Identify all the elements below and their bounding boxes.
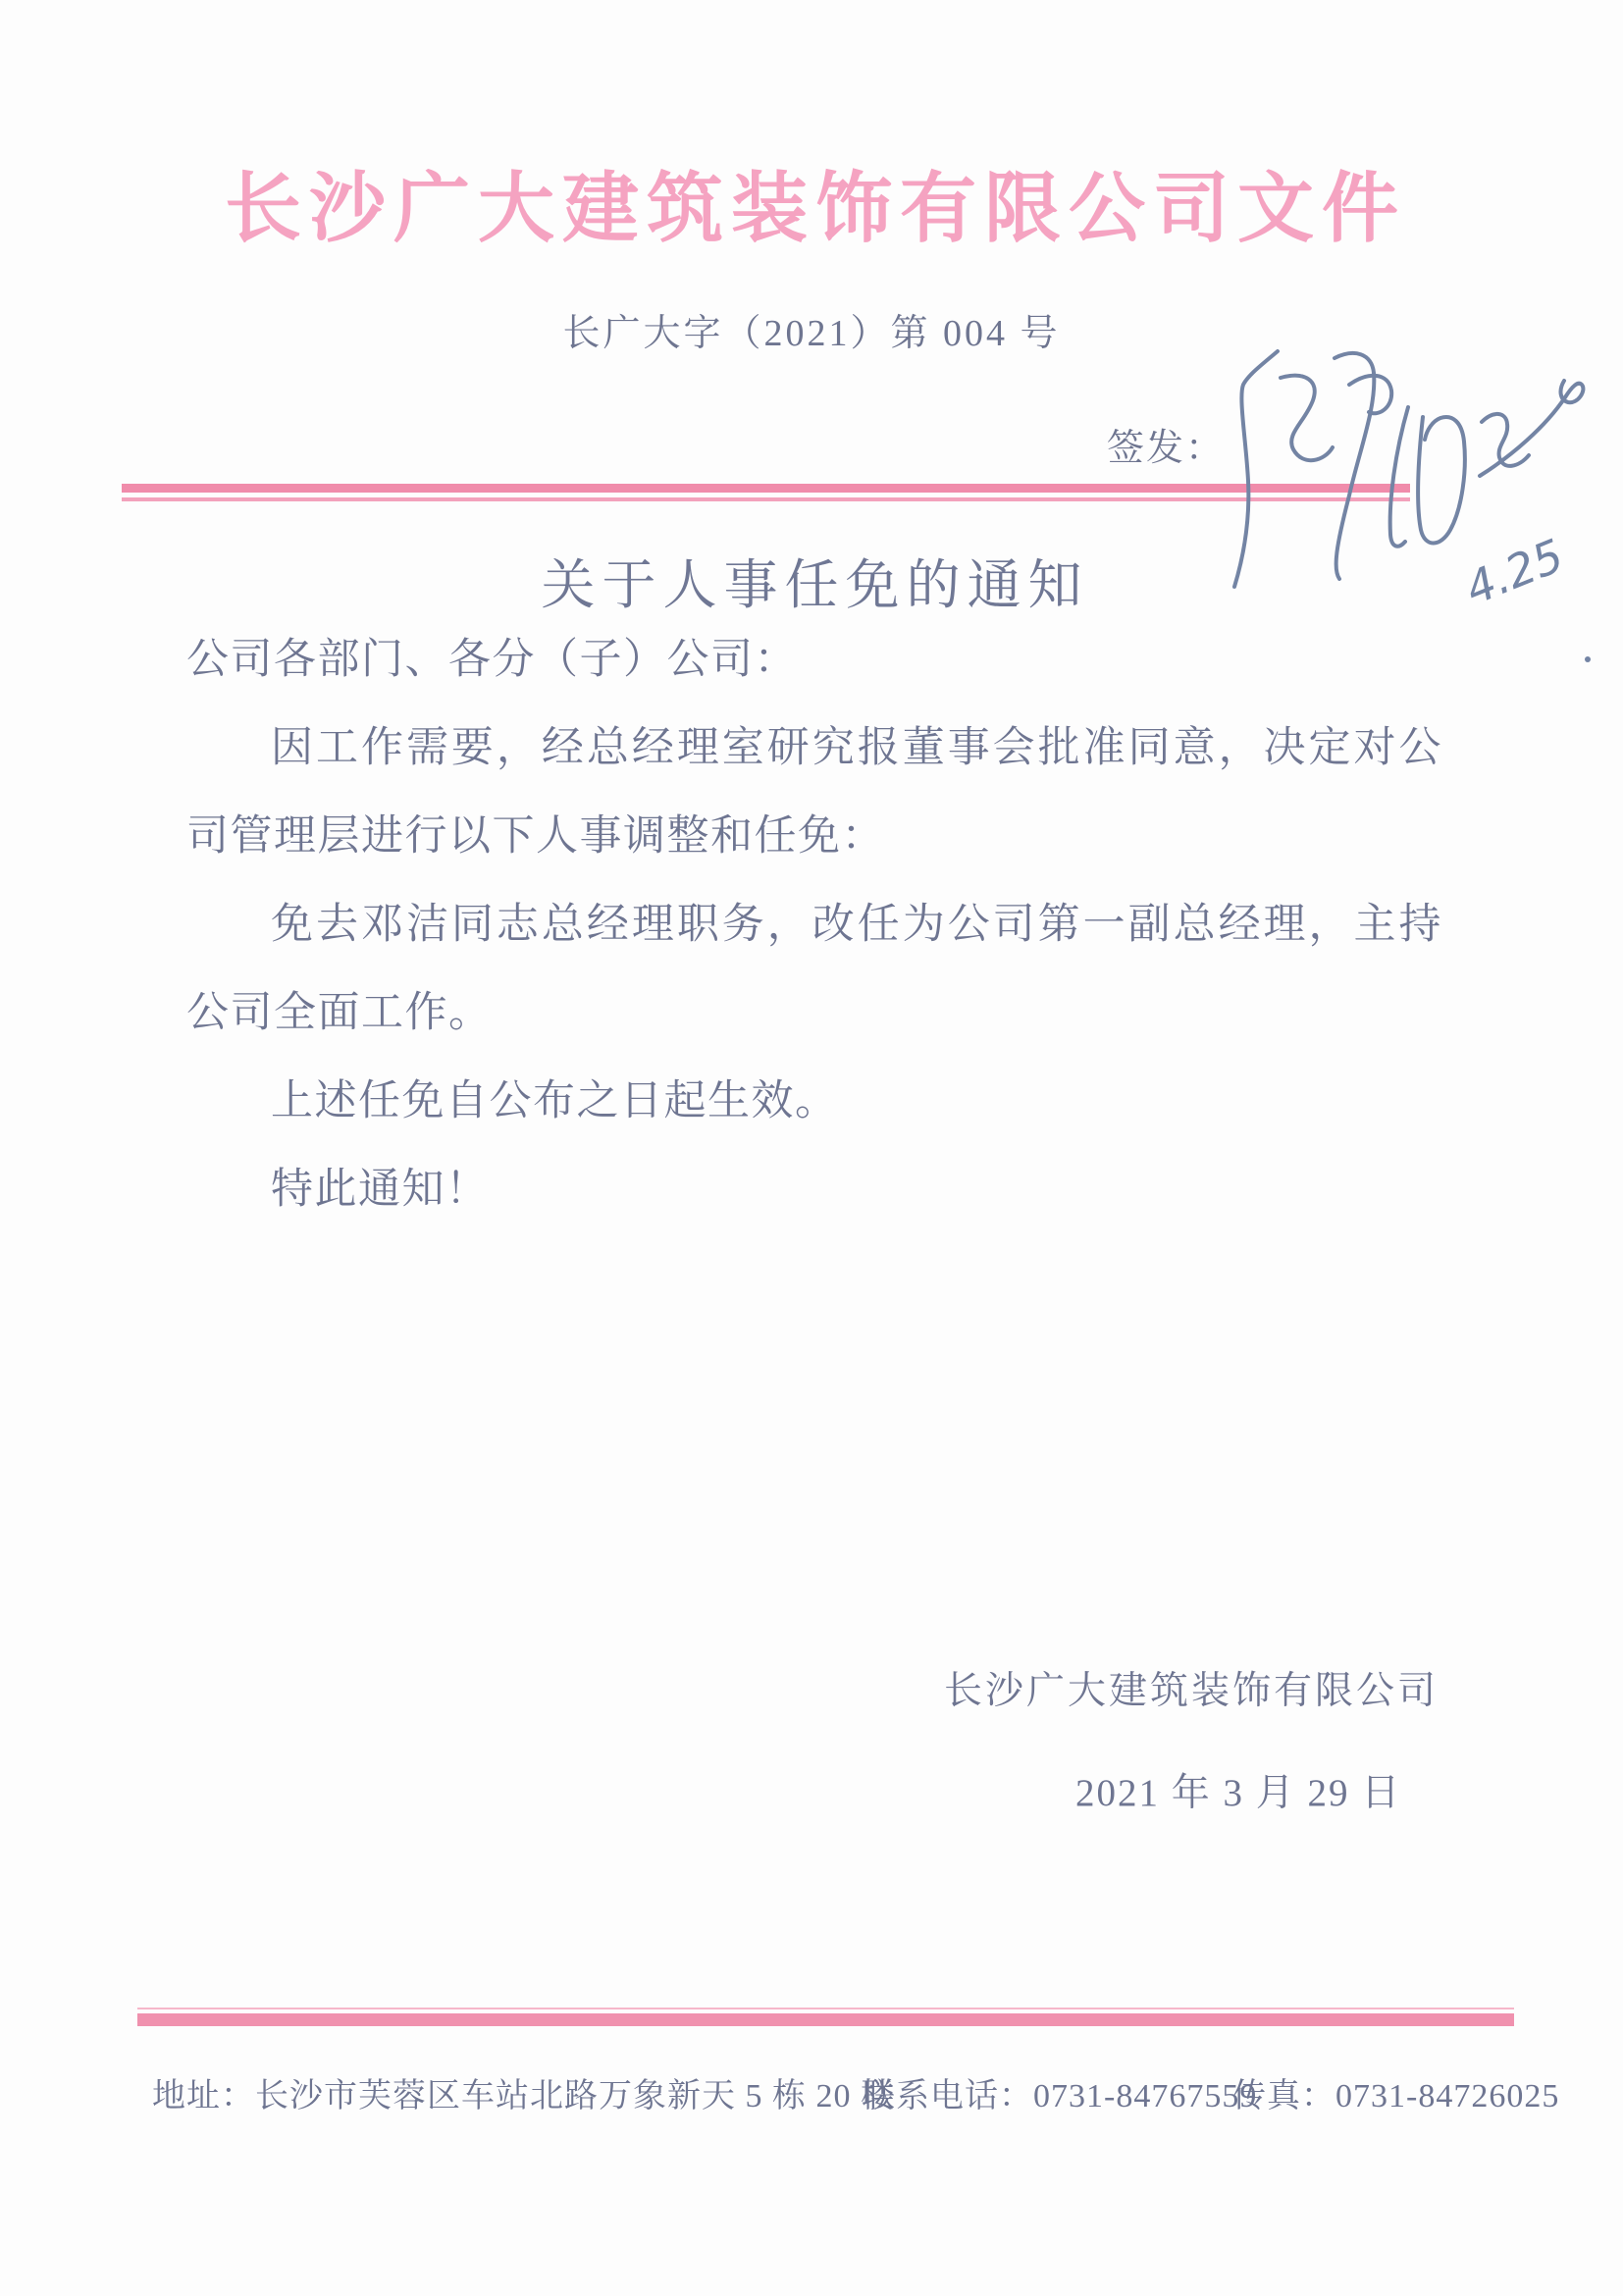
footer-separator-thick [137,2013,1514,2026]
footer-fax: 传真：0731-84726025 [1232,2078,1560,2114]
paragraph: 上述任免自公布之日起生效。 [271,1078,839,1124]
doc-title: 关于人事任免的通知 [541,555,1089,615]
footer-separator-thin [137,2008,1514,2009]
doc-number: 长广大字（2021）第 004 号 [562,313,1061,354]
footer-address: 地址：长沙市芙蓉区车站北路万象新天 5 栋 20 楼 [152,2078,895,2114]
paragraph: 免去邓洁同志总经理职务，改任为公司第一副总经理，主持公司全面工作。 [186,902,1442,1036]
footer [0,2068,1623,2117]
issuer-signature-handwriting [1187,324,1609,726]
signoff-date: 2021 年 3 月 29 日 [1075,1772,1402,1814]
org-title: 长沙广大建筑装饰有限公司文件 [224,166,1406,251]
paragraph: 因工作需要，经总经理室研究报董事会批准同意，决定对公司管理层进行以下人事调整和任免： [186,725,1442,860]
signoff-company: 长沙广大建筑装饰有限公司 [944,1670,1440,1712]
issuer-label: 签发： [1107,428,1226,469]
signature-date-note: 4.25 [1457,528,1571,616]
signature-dot [1585,656,1591,662]
paragraph: 特此通知！ [271,1167,490,1213]
footer-phone: 联系电话：0731-84767559 [862,2078,1258,2114]
salutation: 公司各部门、各分（子）公司： [186,637,798,683]
